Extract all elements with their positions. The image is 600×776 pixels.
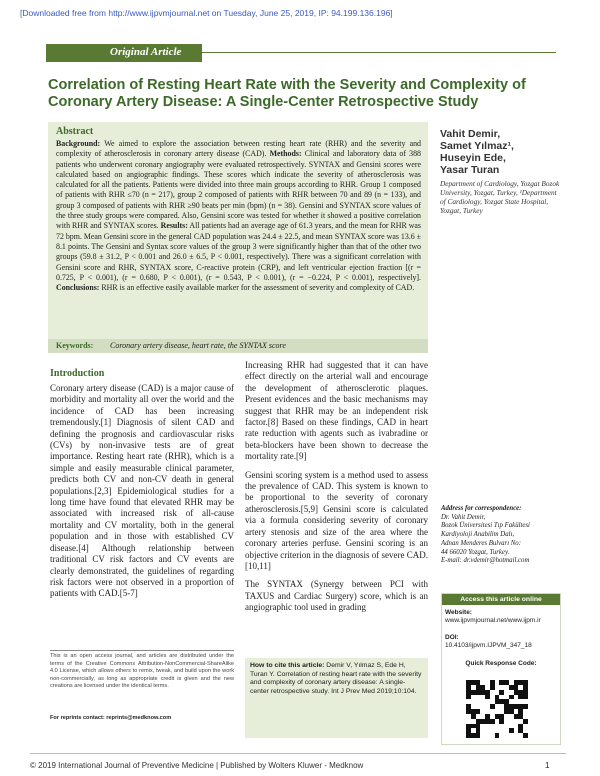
background-label: Background: <box>56 139 101 148</box>
qr-block <box>445 660 557 668</box>
website-link[interactable]: www.ijpvmjournal.net/www.ijpm.ir <box>445 617 541 624</box>
cite-label: How to cite this article: <box>250 662 325 669</box>
reprints-contact: For reprints contact: reprints@medknow.com <box>50 715 172 721</box>
access-online-box <box>441 593 561 745</box>
keywords-bar <box>48 339 428 353</box>
conclusions-text: RHR is an effective easily available marker for the assessment of severity and complexity of CAD. <box>101 283 415 293</box>
section-label-bar <box>46 44 202 62</box>
author: Samet Yılmaz¹, <box>440 140 514 152</box>
affiliation: Department of Cardiology, Yozgat Bozok University, Yozgat, Turkey, ¹Department of Cardiology, Yozgat State Hospital, Yozgat, Turkey <box>440 179 560 215</box>
paragraph: Increasing RHR had suggested that it can have effect directly on the arterial wall and encourage the development of atherosclerotic plaques. Present evidences and the basic mechanisms may suggest that RHR may be an independent risk factor.[8] Based on these findings, CAD in heart rate reduction with agents such as ivabradine or beta-blockers have been shown to decrease the mortality rate.[9] <box>245 360 428 462</box>
author: Yasar Turan <box>440 164 500 176</box>
keywords-label: Keywords: <box>56 341 94 350</box>
access-title: Access this article online <box>442 594 560 605</box>
download-banner[interactable]: [Downloaded free from http://www.ijpvmjournal.net on Tuesday, June 25, 2019, IP: 94.199.136.196] <box>20 8 393 18</box>
intro-column-2 <box>245 360 428 614</box>
results-text: All patients had an average age of 61.3 years, and the mean for RHR was 72 bpm. Mean Gensini score in the general CAD population was 24.4 ± 22.5, and mean SYNTAX score was 13.6 ± 8.1 points. The Gensini and Syntax score values of the group 3 were significantly higher than that of the other two groups (59.8 ± 31.2, P < 0.001 and 26.0 ± 6.5, P < 0.001, respectively). There was a significant correlation with Gensini score and RHR, SYNTAX score, C-reactive protein (CRP), and left ventricular ejection fraction [(r = 0.725, P < 0.001), (r = 0.680, P < 0.001), (r = 0.543, P < 0.001), (r = −0.224, P < 0.001), respectively]. <box>56 221 422 282</box>
correspondence-email[interactable]: E-mail: dr.vdemir@hotmail.com <box>441 557 530 565</box>
website-label: Website: <box>445 609 472 616</box>
cite-body: Demir V, Yılmaz S, Ede H, Turan Y. Correlation of resting heart rate with the severity and complexity of coronary artery disease: A single-center retrospective study. Int J Prev Med 2019;10:104. <box>250 662 422 695</box>
correspondence-line: Adnan Menderes Bulvarı No: <box>441 539 521 547</box>
correspondence <box>441 505 559 566</box>
cite-text <box>250 662 424 696</box>
correspondence-line: Kardiyoloji Anabilim Dalı, <box>441 531 515 539</box>
author-list <box>440 128 560 176</box>
paragraph: The SYNTAX (Synergy between PCI with TAXUS and Cardiac Surgery) score, which is an angiographic tool used in grading <box>245 579 428 613</box>
intro-heading: Introduction <box>50 368 105 379</box>
abstract-box <box>48 122 428 339</box>
doi-link[interactable]: 10.4103/ijpvm.IJPVM_347_18 <box>445 642 532 649</box>
conclusions-label: Conclusions: <box>56 283 100 293</box>
page-number: 1 <box>545 761 550 770</box>
doi-block <box>445 634 557 650</box>
paragraph: Gensini scoring system is a method used to assess the prevalence of CAD. This system is known to be proportional to the severity of coronary atherosclerosis.[5,9] Gensini score is calculated via a formula considering severity of coronary artery stenosis and size of the area where the coronary arteries perfuse. Gensini scoring is an objective criterion in the diagnosis of severe CAD.[10,11] <box>245 469 428 571</box>
keywords-value: Coronary artery disease, heart rate, the SYNTAX score <box>110 341 286 350</box>
license-divider <box>50 650 234 651</box>
methods-text: Clinical and laboratory data of 388 patients who underwent coronary angiography were evaluated retrospectively. SYNTAX and Gensini scores were calculated based on angiographic findings. These scores which indicate the severity of atherosclerosis was calculated for all the patients. Patients were divided into three main groups according to RHR. Group 1 composed of patients with RHR ≤70 (n = 217), group 2 composed of patients with RHR between 70 and 89 (n = 133), and group 3 composed of patients with RHR ≥90 beats per min (bpm) (n = 38). Gensini and SYNTAX score values of the three study groups were compared. Also, Gensini score was tested for whether it showed a positive correlation with RHR and SYNTAX scores. <box>56 149 421 231</box>
qr-code-icon[interactable] <box>466 680 528 738</box>
intro-column-1: Coronary artery disease (CAD) is a major cause of morbidity and mortality all over the world and the incidence of CAD has been increasing tremendously.[1] Diagnosis of silent CAD and defining the prognosis and cardiovascular risks (CVs) by non-invasive tests are of great importance. Resting heart rate (RHR), which is a simple and easily measurable clinical parameter, predicts both CV and non-CV death in general populations.[2,3] Epidemiological studies for a long time have found that elevated RHR may be associated with increased risk of all-cause mortality and CV mortality, both in the general population and in those with established CV disease.[4] Although relationship between traditional CV risk factors and CV events are clearly demonstrated, the guidelines of regarding risk factors were not observed in a proportion of patients with CAD.[5-7] <box>50 383 234 599</box>
results-label: Results: <box>160 221 188 231</box>
qr-label: Quick Response Code: <box>465 660 537 667</box>
author: Huseyin Ede, <box>440 152 506 164</box>
doi-label: DOI: <box>445 634 459 641</box>
methods-label: Methods: <box>269 149 302 159</box>
article-title: Correlation of Resting Heart Rate with the Severity and Complexity of Coronary Artery Disease: A Single-Center Retrospective Study <box>48 77 526 110</box>
background-text: We aimed to explore the association between resting heart rate (RHR) and the severity and complexity of atherosclerosis in coronary artery disease (CAD). <box>56 139 421 159</box>
correspondence-line: Dr. Vahit Demir, <box>441 513 486 521</box>
correspondence-heading: Address for correspondence: <box>441 505 522 512</box>
abstract-heading: Abstract <box>56 126 94 137</box>
section-divider <box>202 52 556 53</box>
license-text: This is an open access journal, and articles are distributed under the terms of the Creative Commons Attribution-NonCommercial-ShareAlike 4.0 License, which allows others to remix, tweak, and build upon the work non-commercially, as long as appropriate credit is given and the new creations are licensed under the identical terms. <box>50 653 234 690</box>
abstract-text <box>56 139 421 293</box>
website-block <box>445 609 557 625</box>
correspondence-line: 44 66020 Yozgat, Turkey. <box>441 548 510 556</box>
cite-box <box>245 658 428 738</box>
correspondence-line: Bozok Üniversitesi Tıp Fakültesi <box>441 522 530 530</box>
footer-text: © 2019 International Journal of Preventive Medicine | Published by Wolters Kluwer - Medknow <box>30 761 364 770</box>
footer-divider <box>30 753 566 754</box>
section-label: Original Article <box>110 46 182 58</box>
author: Vahit Demir, <box>440 128 501 140</box>
